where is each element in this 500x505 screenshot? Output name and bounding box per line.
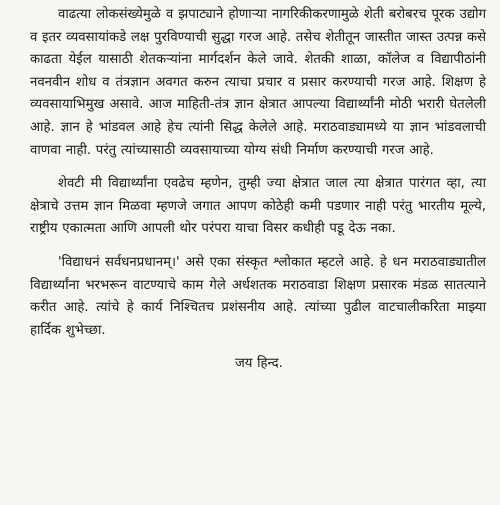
paragraph-advice-students: शेवटी मी विद्यार्थ्यांना एवढेच म्हणेन, तुम्ही ज्या क्षेत्रात जाल त्या क्षेत्रात पारंगत व्हा, त्या क्षेत्राचे उत्तम ज्ञान मिळवा म्हणजे जगात आपण कोठेही कमी पडणार नाही परंतु भारतीय मूल्ये, राष्ट्रीय एकात्मता आणि आपली थोर परंपरा याचा विसर कधीही पडू देऊ नका. bbox=[30, 176, 486, 237]
paragraph-sanskrit-quote: 'विद्याधनं सर्वधनप्रधानम्।' असे एका संस्कृत श्लोकात म्हटले आहे. हे धन मराठवाड्यातील विद्यार्थ्यांना भरभरून वाटण्याचे काम गेले अर्धशतक मराठवाडा शिक्षण प्रसारक मंडळ सातत्याने करीत आहे. त्यांचे हे कार्य निश्चितच प्रशंसनीय आहे. त्यांच्या पुढील वाटचालीकरिता माझ्या हार्दिक शुभेच्छा. bbox=[30, 254, 486, 338]
paragraph-gap bbox=[30, 162, 486, 173]
paragraph-gap bbox=[30, 241, 486, 252]
paragraph-gap bbox=[30, 342, 486, 353]
closing-salutation: जय हिन्द. bbox=[235, 356, 283, 372]
paragraph-agriculture-knowledge: वाढत्या लोकसंख्येमुळे व झपाट्याने होणाऱ्या नागरिकीकरणामुळे शेती बरोबरच पूरक उद्योग व इतर व्यवसायांकडे लक्ष पुरविण्याची सुद्धा गरज आहे. तसेच शेतीतून जास्तीत जास्त उत्पन्न कसे काढता येईल यासाठी शेतकऱ्यांना मार्गदर्शन केले जावे. शेतकी शाळा, कॉलेज व विद्यापीठांनी नवनवीन शोध व तंत्रज्ञान अवगत करुन त्याचा प्रचार व प्रसार करण्याची गरज आहे. शिक्षण हे व्यवसायाभिमुख असावे. आज माहिती-तंत्र ज्ञान क्षेत्रात आपल्या विद्यार्थ्यांनी मोठी भरारी घेतलेली आहे. ज्ञान हे भांडवल आहे हेच त्यांनी सिद्ध केलेले आहे. मराठवाड्यामध्ये या ज्ञान भांडवलाची वाणवा नाही. परंतु त्यांच्यासाठी व्यवसायाच्या योग्य संधी निर्माण करण्याची गरज आहे. bbox=[30, 7, 486, 158]
